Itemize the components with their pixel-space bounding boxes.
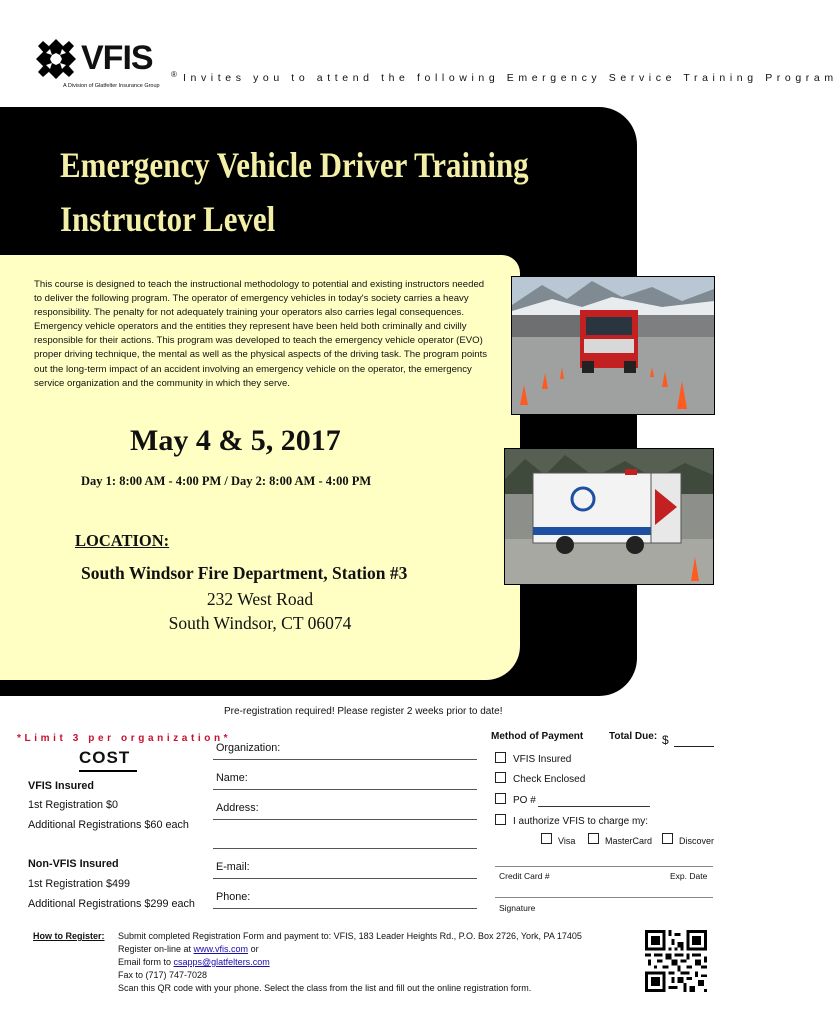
logo-text: VFIS [81,39,153,77]
po-number-field[interactable] [538,806,650,807]
prereg-note: Pre-registration required! Please register 2 weeks prior to date! [224,706,503,717]
phone-field[interactable] [213,908,477,909]
discover-label: Discover [679,836,715,846]
email-link[interactable]: csapps@glatfelters.com [173,957,270,967]
dollar-sign: $ [662,733,669,747]
nonvfis-heading: Non-VFIS Insured [28,858,119,870]
discover-checkbox[interactable] [662,833,673,844]
vfis-logo [33,36,183,96]
invite-text: Invites you to attend the following Emergency Service Training Program [183,72,838,84]
vfis-additional-price: Additional Registrations $60 each [28,819,189,831]
register-online-line [118,944,259,954]
phone-label: Phone: [216,891,251,903]
check-enclosed-checkbox[interactable] [495,772,506,783]
logo-tagline: A Division of Glatfelter Insurance Group [63,83,160,89]
register-mail-text: Submit completed Registration Form and payment to: VFIS, 183 Leader Heights Rd., P.O. Box 2726, York, PA 17405 [118,931,582,941]
credit-card-field[interactable] [495,866,713,867]
vfis-insured-label: VFIS Insured [513,754,572,765]
address-label: Address: [216,802,259,814]
mastercard-checkbox[interactable] [588,833,599,844]
location-name: South Windsor Fire Department, Station #3 [81,563,408,583]
register-fax-text: Fax to (717) 747-7028 [118,970,208,980]
course-title-line1: Emergency Vehicle Driver Training [60,145,529,185]
po-checkbox[interactable] [495,793,506,804]
course-title [60,138,529,246]
total-due-field[interactable] [674,746,714,747]
register-email-prefix: Email form to [118,957,174,967]
fire-truck-photo [511,276,715,415]
email-label: E-mail: [216,861,250,873]
nonvfis-additional-price: Additional Registrations $299 each [28,898,195,910]
location-street: 232 West Road [206,589,314,609]
register-email-line [118,957,270,967]
visa-checkbox[interactable] [541,833,552,844]
ambulance-photo [504,448,714,585]
organization-field[interactable] [213,759,477,760]
organization-label: Organization: [216,742,281,754]
register-online-suffix: or [248,944,259,954]
course-description: This course is designed to teach the instructional methodology to potential and existing instructors needed to deliver the following program. The operator of emergency vehicles in today's society carries a heavy responsibility. The penalty for not adequately training your operators also carries legal consequences. Emergency vehicle operators and the entities they represent have been held both criminally and civilly responsible for their actions. This program was developed to teach the emergency vehicle operator (EVO) proper driving technique, the mental as well as the physical aspects of the driving task. The program points out the long-term impact of an accident involving an emergency vehicle on the operator, the emergency service organization and the community in which they serve. [34,279,488,389]
maltese-cross-icon [33,36,79,82]
visa-label: Visa [558,836,576,846]
credit-card-label: Credit Card # [499,871,550,881]
mastercard-label: MasterCard [605,836,653,846]
name-label: Name: [216,772,248,784]
cost-heading: COST [79,748,131,767]
exp-date-label: Exp. Date [670,871,708,881]
register-online-prefix: Register on-line at [118,944,194,954]
signature-field[interactable] [495,897,713,898]
course-times: Day 1: 8:00 AM - 4:00 PM / Day 2: 8:00 AM - 4:00 PM [81,474,372,488]
method-heading: Method of Payment [491,731,584,742]
authorize-label: I authorize VFIS to charge my: [513,816,649,827]
total-due-label: Total Due: [609,731,658,742]
location-heading: LOCATION: [75,531,170,550]
address-field-line2[interactable] [213,848,477,849]
register-qr-text: Scan this QR code with your phone. Select the class from the list and fill out the online registration form. [118,983,532,993]
po-label: PO # [513,795,536,806]
cost-underline [79,770,137,772]
course-date: May 4 & 5, 2017 [130,424,341,457]
signature-label: Signature [499,903,536,913]
location-city: South Windsor, CT 06074 [168,613,352,633]
course-title-line2: Instructor Level [60,199,276,239]
limit-note: *Limit 3 per organization* [17,733,232,744]
email-field[interactable] [213,878,477,879]
check-enclosed-label: Check Enclosed [513,774,586,785]
vfis-first-price: 1st Registration $0 [28,799,119,811]
qr-code[interactable] [645,930,707,992]
registered-mark: ® [171,70,177,79]
vfis-heading: VFIS Insured [28,780,94,792]
authorize-checkbox[interactable] [495,814,506,825]
address-field[interactable] [213,819,477,820]
name-field[interactable] [213,789,477,790]
nonvfis-first-price: 1st Registration $499 [28,878,131,890]
how-to-register-label: How to Register: [33,931,105,941]
website-link[interactable]: www.vfis.com [193,944,249,954]
vfis-insured-checkbox[interactable] [495,752,506,763]
